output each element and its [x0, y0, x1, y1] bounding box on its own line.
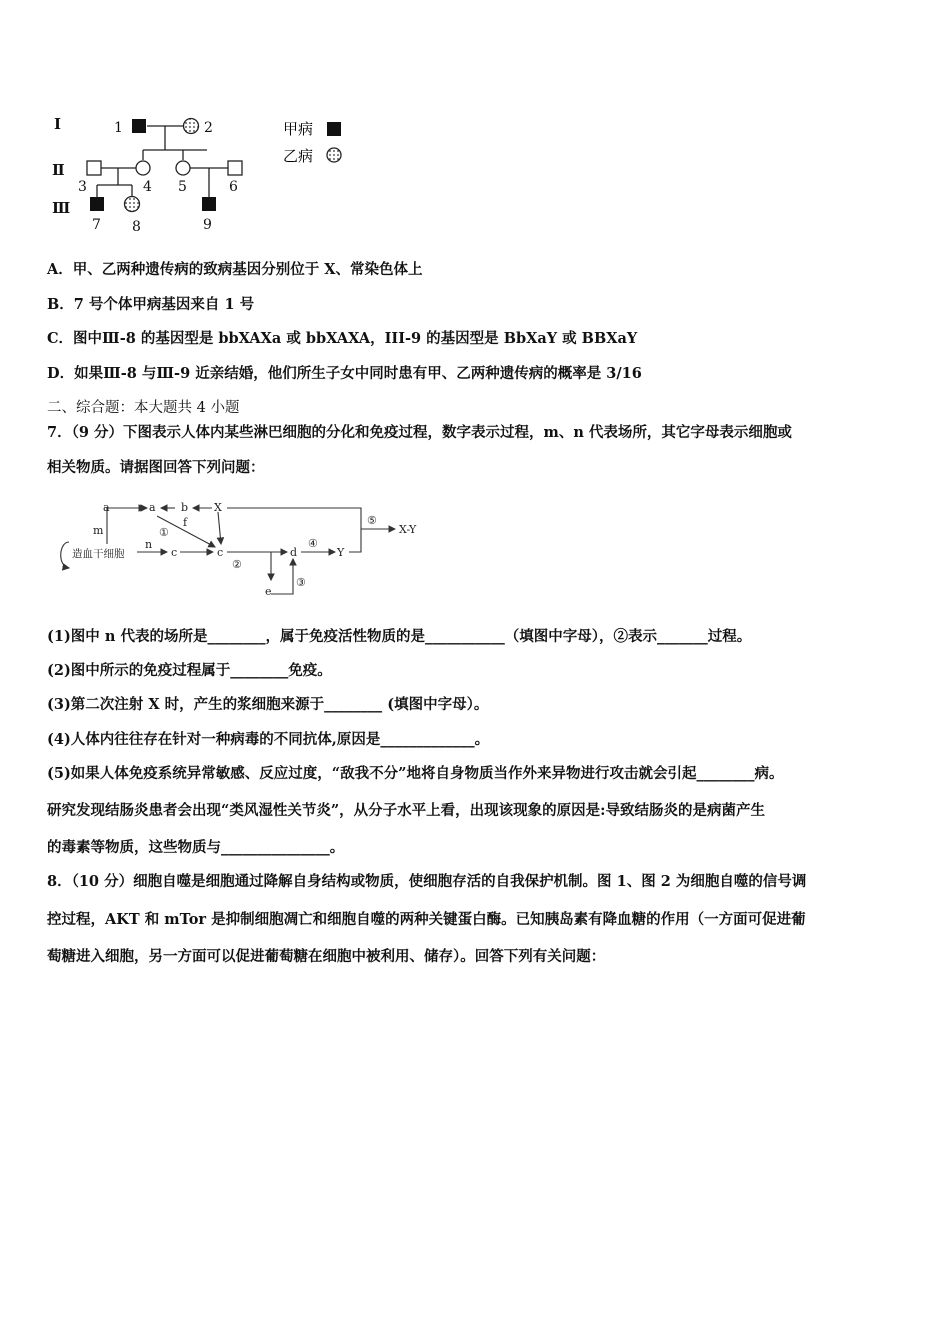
generation-label: Ⅲ [52, 199, 71, 217]
site-m: m [93, 524, 104, 537]
q7-sub-5-line-1: (5)如果人体免疫系统异常敏感、反应过度，“敌我不分”地将自身物质当作外来异物进行攻击就会引起________病。 [47, 765, 784, 782]
legend-dotted-female-icon [327, 148, 341, 162]
q8-line-2: 控过程，AKT 和 mTor 是抑制细胞凋亡和细胞自噬的两种关键蛋白酶。已知胰岛素有降血糖的作用（一方面可促进葡 [47, 911, 806, 928]
individual-number: 6 [229, 179, 238, 195]
process-3: ③ [296, 576, 306, 589]
pedigree-figure [40, 105, 370, 240]
q8-line-1: 8．（10 分）细胞自噬是细胞通过降解自身结构或物质，使细胞存活的自我保护机制。图 1、图 2 为细胞自噬的信号调 [47, 873, 807, 890]
individual-number: 9 [203, 217, 212, 233]
individual-number: 2 [204, 120, 213, 136]
site-n: n [145, 538, 153, 551]
node-y: Y [337, 546, 345, 559]
individual-number: 8 [132, 219, 141, 235]
individual-6-male [228, 161, 242, 175]
generation-label: Ⅱ [52, 161, 65, 179]
individual-2-affected-female [184, 119, 199, 134]
stem-cell-label: 造血干细胞 [72, 548, 125, 560]
individual-number: 5 [178, 179, 187, 195]
individual-7-affected-male [90, 197, 104, 211]
individual-number: 7 [92, 217, 101, 233]
node-x: X [214, 501, 222, 514]
option-a: A．甲、乙两种遗传病的致病基因分别位于 X、常染色体上 [47, 261, 423, 278]
option-d: D．如果Ⅲ-8 与Ⅲ-9 近亲结婚，他们所生子女中同时患有甲、乙两种遗传病的概率是 3/16 [47, 365, 642, 382]
section-heading: 二、综合题：本大题共 4 小题 [47, 400, 240, 416]
legend-affected-male-icon [327, 122, 341, 136]
node-b: b [181, 501, 189, 514]
process-1: ① [159, 526, 169, 539]
q7-sub-3: (3)第二次注射 X 时，产生的浆细胞来源于________ (填图中字母）。 [47, 696, 489, 713]
node-c1: c [171, 546, 178, 559]
individual-9-affected-male [202, 197, 216, 211]
q7-sub-5-line-2: 研究发现结肠炎患者会出现“类风湿性关节炎”，从分子水平上看，出现该现象的原因是:导致结肠炎的是病菌产生 [47, 802, 766, 819]
node-d: d [290, 546, 298, 559]
option-b: B．7 号个体甲病基因来自 1 号 [47, 296, 255, 313]
q8-line-3: 萄糖进入细胞，另一方面可以促进葡萄糖在细胞中被利用、储存）。回答下列有关问题： [47, 948, 606, 965]
q7-sub-1: (1)图中 n 代表的场所是________，属于免疫活性物质的是___________（填图中字母），②表示_______过程。 [47, 628, 752, 645]
process-2: ② [232, 558, 242, 571]
node-xy: X-Y [399, 523, 417, 536]
process-4: ④ [308, 537, 318, 550]
legend-disease-b: 乙病 [283, 147, 314, 165]
individual-number: 3 [78, 179, 87, 195]
node-a2: a [149, 501, 156, 514]
node-e: e [265, 585, 272, 598]
individual-4-female [136, 161, 150, 175]
q7-sub-2: (2)图中所示的免疫过程属于________免疫。 [47, 662, 332, 679]
q7-intro-line-2: 相关物质。请据图回答下列问题： [47, 459, 265, 476]
node-c2: c [217, 546, 224, 559]
generation-label: Ⅰ [54, 115, 62, 133]
individual-1-affected-male [132, 119, 146, 133]
q7-sub-4: (4)人体内往往存在针对一种病毒的不同抗体,原因是_____________。 [47, 731, 490, 748]
process-5: ⑤ [367, 514, 377, 527]
node-f: f [183, 516, 188, 529]
individual-number: 1 [114, 120, 123, 136]
immune-diagram [55, 496, 435, 606]
individual-number: 4 [143, 179, 152, 195]
option-c: C．图中Ⅲ-8 的基因型是 bbXAXa 或 bbXAXA，III-9 的基因型是 BbXaY 或 BBXaY [47, 330, 638, 347]
individual-5-female [176, 161, 190, 175]
q7-sub-5-line-3: 的毒素等物质，这些物质与_______________。 [47, 839, 345, 856]
q7-intro-line-1: 7．（9 分）下图表示人体内某些淋巴细胞的分化和免疫过程，数字表示过程，m、n 代表场所，其它字母表示细胞或 [47, 424, 792, 441]
individual-3-male [87, 161, 101, 175]
node-a1: a [103, 501, 110, 514]
individual-8-affected-female [125, 197, 140, 212]
legend-disease-a: 甲病 [283, 120, 314, 138]
